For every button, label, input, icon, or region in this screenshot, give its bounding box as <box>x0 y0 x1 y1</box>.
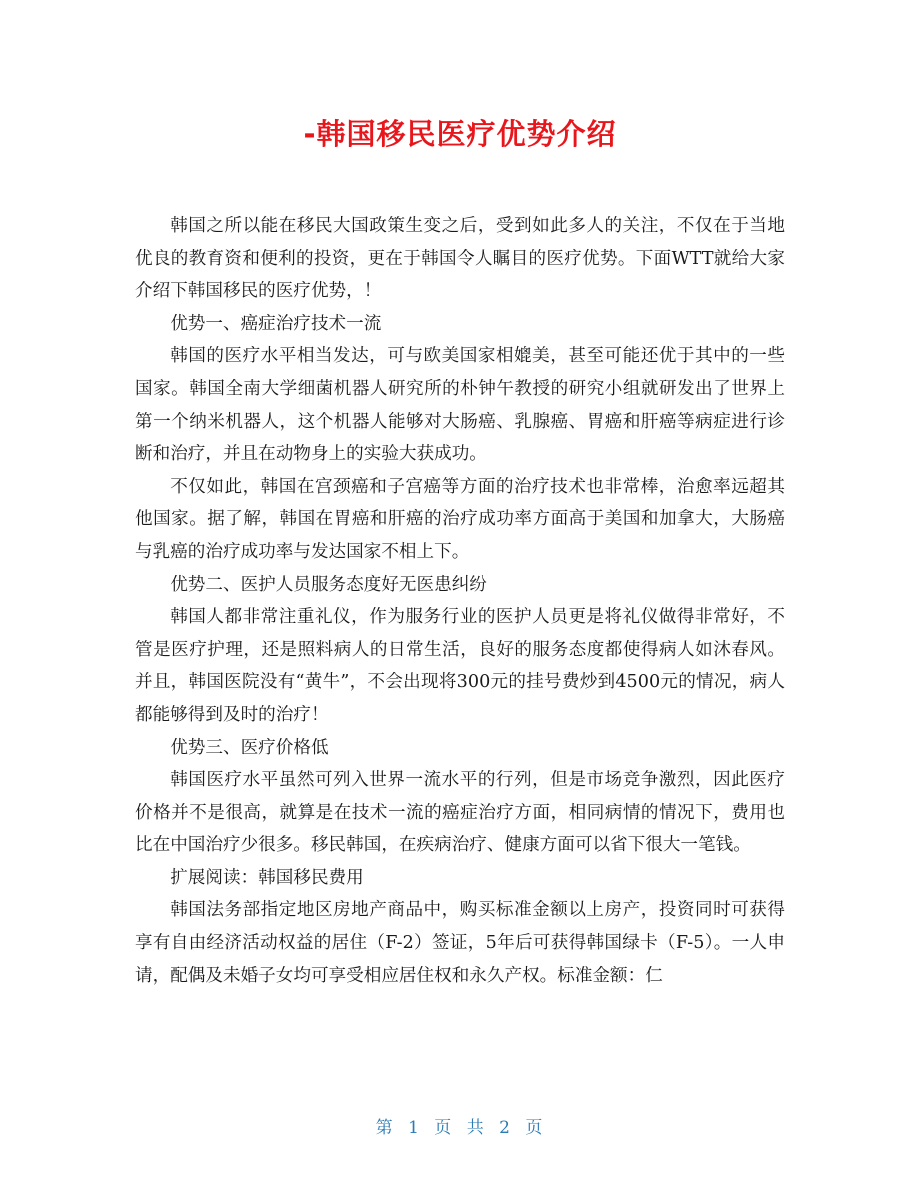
footer-suffix: 页 <box>525 1118 545 1138</box>
paragraph: 韩国医疗水平虽然可列入世界一流水平的行列，但是市场竞争激烈，因此医疗价格并不是很高，就算是在技术一流的癌症治疗方面，相同病情的情况下，费用也比在中国治疗少很多。移民韩国，在疾病治疗、健康方面可以省下很大一笔钱。 <box>135 770 785 856</box>
footer-page-word: 页 <box>434 1118 454 1138</box>
section-heading-extended-reading: 扩展阅读：韩国移民费用 <box>170 867 364 888</box>
paragraph: 韩国人都非常注重礼仪，作为服务行业的医护人员更是将礼仪做得非常好，不管是医疗护理，还是照料病人的日常生活，良好的服务态度都使得病人如沐春风。并且，韩国医院没有“黄牛”，不会出现将300元的挂号费炒到4500元的情况，病人都能够得到及时的治疗！ <box>135 607 785 725</box>
footer-total-pages: 2 <box>499 1118 512 1138</box>
paragraph: 韩国法务部指定地区房地产商品中，购买标准金额以上房产，投资同时可获得享有自由经济活动权益的居住（F-2）签证，5年后可获得韩国绿卡（F-5）。一人申请，配偶及未婚子女均可享受相应居住权和永久产权。标准金额：仁 <box>135 900 785 986</box>
footer-prefix: 第 <box>375 1118 395 1138</box>
footer-total-word: 共 <box>466 1118 486 1138</box>
section-heading-advantage-1: 优势一、癌症治疗技术一流 <box>170 313 382 334</box>
document-title: -韩国移民医疗优势介绍 <box>303 117 617 151</box>
section-heading-advantage-2: 优势二、医护人员服务态度好无医患纠纷 <box>170 574 487 595</box>
section-heading-advantage-3: 优势三、医疗价格低 <box>170 737 329 758</box>
page-footer <box>0 1113 920 1138</box>
paragraph: 韩国的医疗水平相当发达，可与欧美国家相媲美，甚至可能还优于其中的一些国家。韩国全南大学细菌机器人研究所的朴钟午教授的研究小组就研发出了世界上第一个纳米机器人，这个机器人能够对大肠癌、乳腺癌、胃癌和肝癌等病症进行诊断和治疗，并且在动物身上的实验大获成功。 <box>135 346 785 465</box>
footer-page-number: 1 <box>408 1118 421 1138</box>
paragraph: 不仅如此，韩国在宫颈癌和子宫癌等方面的治疗技术也非常棒，治愈率远超其他国家。据了解，韩国在胃癌和肝癌的治疗成功率方面高于美国和加拿大，大肠癌与乳癌的治疗成功率与发达国家不相上下。 <box>135 476 785 562</box>
document-body <box>135 210 785 992</box>
intro-paragraph: 韩国之所以能在移民大国政策生变之后，受到如此多人的关注，不仅在于当地优良的教育资和便利的投资，更在于韩国令人瞩目的医疗优势。下面WTT就给大家介绍下韩国移民的医疗优势，！ <box>135 216 785 302</box>
